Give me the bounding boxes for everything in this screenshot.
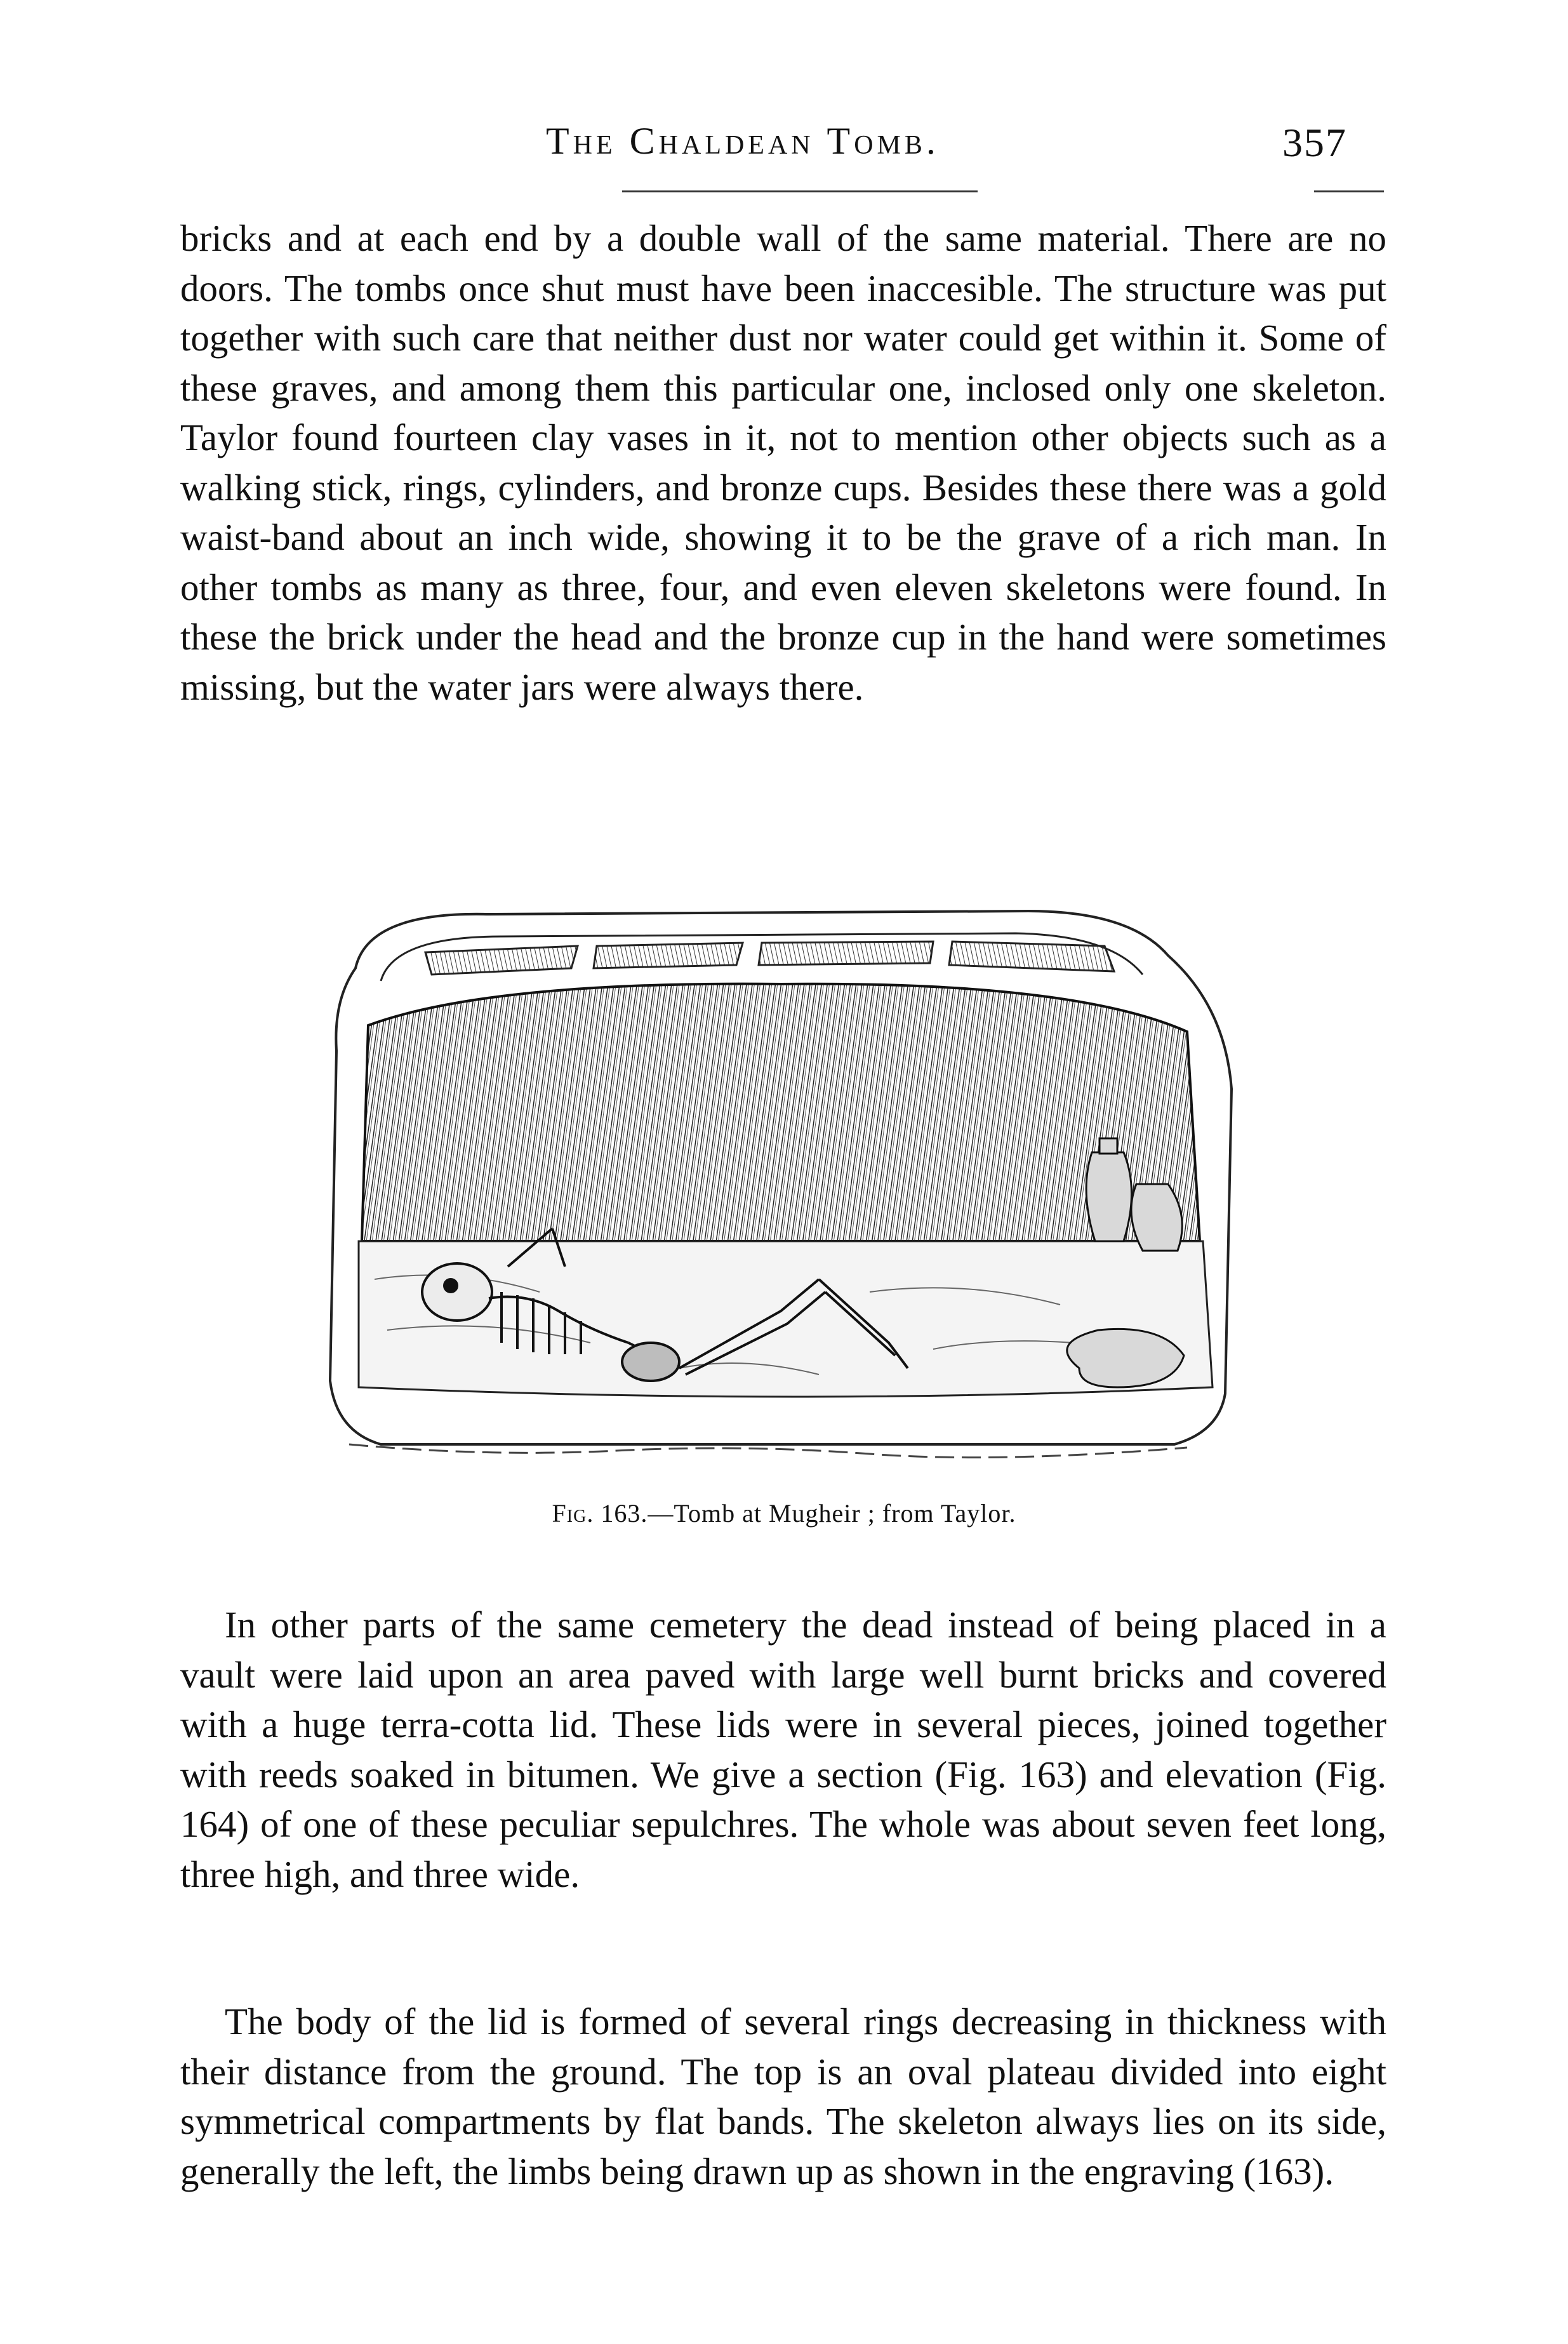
figure-caption-text: —Tomb at Mugheir ; from Taylor. [648, 1499, 1016, 1528]
header-rule-right [1314, 190, 1384, 192]
tomb-engraving [298, 886, 1270, 1482]
paragraph-1: bricks and at each end by a double wall of the same material. There are no doors. The tombs once shut must have been inaccesible. The structure was put together with such care that neither dust nor water could get within it. Some of these graves, and among them this particular one, inclosed only one skeleton. Taylor found fourteen clay vases in it, not to mention other objects such as a walking stick, rings, cylinders, and bronze cups. Besides these there was a gold waist-band about an inch wide, showing it to be the grave of a rich man. In other tombs as many as three, four, and even eleven skeletons were found. In these the brick under the head and the bronze cup in the hand were sometimes missing, but the water jars were always there. [180, 217, 1386, 708]
running-title: The Chaldean Tomb. [546, 120, 940, 162]
header-rule [622, 190, 978, 192]
paragraph-3: The body of the lid is formed of several rings decreasing in thickness with their distance from the ground. The top is an oval plateau divided into eight symmetrical compartments by flat bands. The skeleton always lies on its side, generally the left, the limbs being drawn up as shown in the engraving (163). [180, 2001, 1386, 2192]
running-head [0, 119, 1568, 170]
figure-caption [0, 1498, 1568, 1528]
figure-label: Fig. 163. [552, 1499, 648, 1528]
paragraph-2: In other parts of the same cemetery the dead instead of being placed in a vault were laid upon an area paved with large well burnt bricks and covered with a huge terra-cotta lid. These lids were in several pieces, joined together with reeds soaked in bitumen. We give a section (Fig. 163) and elevation (Fig. 164) of one of these peculiar sepulchres. The whole was about seven feet long, three high, and three wide. [180, 1604, 1386, 1895]
page-number: 357 [1282, 120, 1347, 165]
